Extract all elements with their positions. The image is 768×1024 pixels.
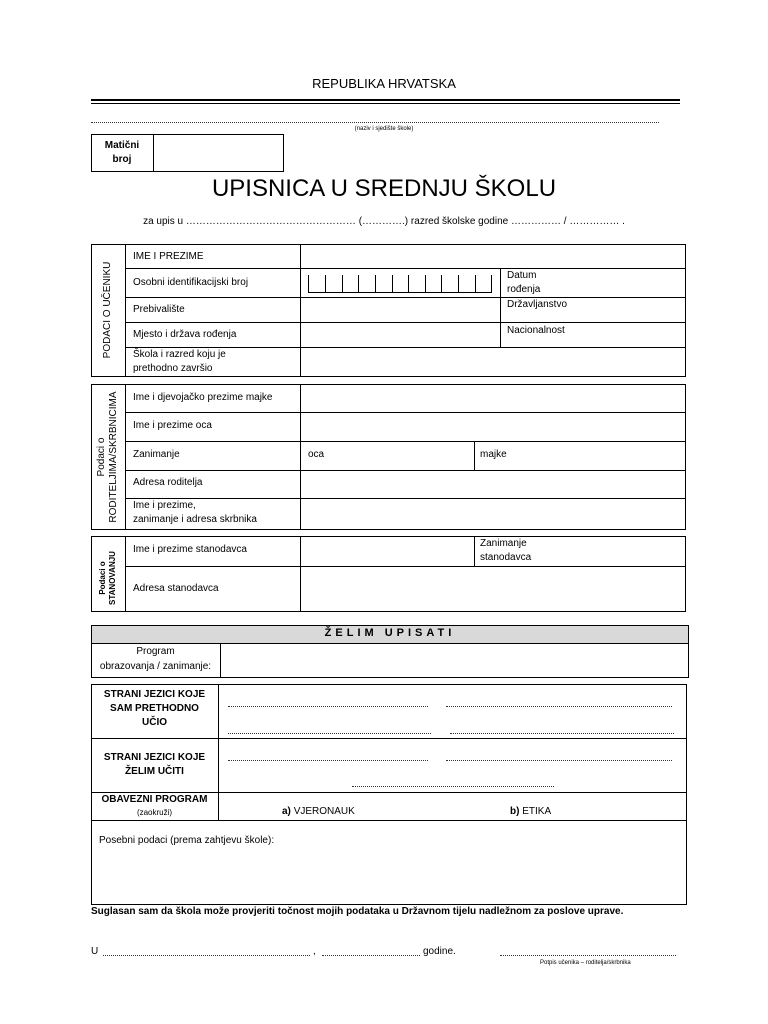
place-input[interactable] xyxy=(103,955,310,956)
special-data-label: Posebni podaci (prema zahtjevu škole): xyxy=(99,835,275,846)
place-label: U xyxy=(91,946,99,957)
special-data-input[interactable] xyxy=(92,851,686,904)
dob-label: Datum rođenja xyxy=(507,270,541,295)
country-title: REPUBLIKA HRVATSKA xyxy=(312,76,456,91)
residence-input[interactable] xyxy=(301,298,499,321)
maticni-label: Matični broj xyxy=(104,140,140,165)
enroll-subtitle: za upis u …………………………………………… (………….) razred školske godine …………… / …………… . xyxy=(143,216,625,227)
signature-line[interactable] xyxy=(500,955,676,956)
oib-label: Osobni identifikacijski broj xyxy=(133,277,249,288)
want-language-2[interactable] xyxy=(446,760,672,761)
nationality-label: Nacionalnost xyxy=(507,325,565,336)
prev-language-4[interactable] xyxy=(450,733,674,734)
tenant-section-label: Podaci o STANOVANJU xyxy=(98,551,117,605)
school-name-caption: (naziv i sjedište škole) xyxy=(354,126,414,132)
want-language-1[interactable] xyxy=(228,760,428,761)
student-name-label: IME I PREZIME xyxy=(133,251,204,262)
prev-language-3[interactable] xyxy=(228,733,431,734)
header-rule-thin xyxy=(91,103,680,104)
program-label: Program obrazovanja / zanimanje: xyxy=(99,646,212,672)
godine-label: godine. xyxy=(423,946,456,957)
prev-school-label: Škola i razred koju je prethodno završio xyxy=(133,349,226,374)
landlord-address-label: Adresa stanodavca xyxy=(133,583,219,594)
student-section-label: PODACI O UČENIKU xyxy=(102,261,113,359)
parents-address-input[interactable] xyxy=(301,471,685,497)
dob-input[interactable] xyxy=(560,269,685,296)
guardian-label: Ime i prezime, zanimanje i adresa skrbnika xyxy=(133,500,257,525)
landlord-occupation-input[interactable] xyxy=(540,537,685,565)
header-rule xyxy=(91,99,680,101)
oib-input[interactable] xyxy=(308,275,492,293)
father-name-input[interactable] xyxy=(301,413,685,440)
mother-name-input[interactable] xyxy=(301,385,685,411)
occupation-label: Zanimanje xyxy=(133,449,180,460)
mother-occupation-input[interactable] xyxy=(512,442,685,469)
program-input[interactable] xyxy=(221,644,688,677)
father-name-label: Ime i prezime oca xyxy=(133,420,212,431)
comma: , xyxy=(313,946,316,957)
landlord-occupation-label: Zanimanje stanodavca xyxy=(480,538,532,563)
father-occupation-label: oca xyxy=(308,449,325,460)
mandatory-label: OBAVEZNI PROGRAM (zaokruži) xyxy=(101,794,208,817)
residence-label: Prebivalište xyxy=(133,304,185,315)
landlord-address-input[interactable] xyxy=(301,567,685,611)
mother-occupation-label: majke xyxy=(480,449,507,460)
option-ethics[interactable]: b) ETIKA xyxy=(510,806,552,817)
parents-section-label: Podaci o RODITELJIMA/SKRBNICIMA xyxy=(96,391,119,523)
birthplace-input[interactable] xyxy=(301,323,499,346)
page-title: UPISNICA U SREDNJU ŠKOLU xyxy=(211,175,557,202)
prev-language-2[interactable] xyxy=(446,706,672,707)
student-name-input[interactable] xyxy=(301,245,685,267)
nationality-input[interactable] xyxy=(580,323,685,346)
parents-address-label: Adresa roditelja xyxy=(133,477,203,488)
landlord-name-label: Ime i prezime stanodavca xyxy=(133,544,247,555)
citizenship-input[interactable] xyxy=(580,298,685,321)
date-input[interactable] xyxy=(322,955,420,956)
guardian-input[interactable] xyxy=(301,499,685,529)
signature-caption: Potpis učenika – roditelja/skrbnika xyxy=(540,960,631,966)
school-name-line[interactable] xyxy=(91,122,659,123)
want-languages-label: STRANI JEZICI KOJE ŽELIM UČITI xyxy=(103,752,206,777)
landlord-name-input[interactable] xyxy=(301,537,473,565)
birthplace-label: Mjesto i država rođenja xyxy=(133,329,237,340)
enroll-heading: ŽELIM UPISATI xyxy=(324,627,456,639)
maticni-input[interactable] xyxy=(154,135,283,171)
prev-languages-label: STRANI JEZICI KOJE SAM PRETHODNO UČIO xyxy=(103,689,206,728)
citizenship-label: Državljanstvo xyxy=(507,299,568,310)
father-occupation-input[interactable] xyxy=(330,442,473,469)
mother-name-label: Ime i djevojačko prezime majke xyxy=(133,392,273,403)
consent-text: Suglasan sam da škola može provjeriti točnost mojih podataka u Državnom tijelu nadležnom za poslove uprave. xyxy=(91,906,624,917)
option-religion[interactable]: a) VJERONAUK xyxy=(282,806,355,817)
prev-school-input[interactable] xyxy=(301,348,685,376)
want-language-3[interactable] xyxy=(352,786,554,787)
prev-language-1[interactable] xyxy=(228,706,428,707)
